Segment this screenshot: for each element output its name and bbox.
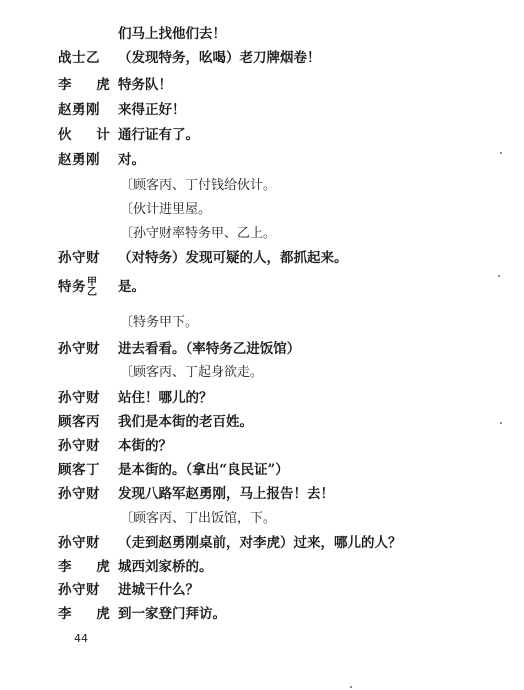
direction-text: 〔特务甲下。 (120, 315, 199, 330)
dialogue-line (0, 246, 524, 270)
dialogue-text: 城西刘家桥的。 (118, 559, 213, 575)
speaker-subscript (87, 278, 98, 298)
dialogue-text: 进城干什么？ (118, 582, 199, 598)
dialogue-text: 特务队！ (118, 77, 172, 93)
speaker-name: 李 虎 (58, 559, 120, 575)
dialogue-text: 站住！哪儿的？ (118, 390, 213, 406)
dialogue-continuation (0, 22, 524, 46)
dialogue-line (0, 337, 524, 361)
dialogue-line (0, 602, 524, 626)
speaker-name: 顾客丙 (58, 414, 100, 430)
dialogue-line (0, 410, 524, 434)
scan-speck (500, 422, 502, 424)
dialogue-line (0, 482, 524, 506)
speaker-name: 李 虎 (58, 606, 120, 622)
direction-text: 〔顾客丙、丁起身欲走。 (120, 365, 264, 380)
dialogue-line (0, 458, 524, 482)
page-number: 44 (74, 632, 88, 645)
dialogue-text: （对特务）发现可疑的人，都抓起来。 (118, 250, 348, 266)
dialogue-line (0, 148, 524, 172)
dialogue-line (0, 386, 524, 410)
speaker-name: 顾客丁 (58, 462, 100, 478)
dialogue-line (0, 531, 524, 555)
dialogue-text: 们马上找他们去！ (118, 26, 226, 42)
direction-text: 〔顾客丙、丁出饭馆，下。 (120, 511, 277, 526)
direction-text: 〔顾客丙、丁付钱给伙计。 (120, 178, 277, 193)
dialogue-text: 到一家登门拜访。 (118, 606, 226, 622)
dialogue-text: 发现八路军赵勇刚，马上报告！去！ (118, 486, 334, 502)
speaker-name: 孙守财 (58, 390, 100, 406)
dialogue-text: 是。 (118, 279, 145, 295)
scan-speck (350, 686, 352, 688)
dialogue-line (0, 123, 524, 147)
stage-direction (0, 361, 524, 385)
stage-direction (0, 311, 524, 335)
speaker-name: 孙守财 (58, 250, 100, 266)
stage-direction (0, 222, 524, 246)
speaker-name: 孙守财 (58, 486, 100, 502)
speaker-name: 赵勇刚 (58, 102, 100, 118)
speaker-sub-top: 甲 (87, 276, 98, 288)
speaker-name: 孙守财 (58, 438, 100, 454)
speaker-name: 李 虎 (58, 77, 120, 93)
speaker-name-base: 特务 (58, 279, 86, 295)
scan-speck (500, 152, 502, 154)
dialogue-line (0, 275, 524, 299)
direction-text: 〔孙守财率特务甲、乙上。 (120, 226, 277, 241)
dialogue-line (0, 73, 524, 97)
dialogue-line (0, 578, 524, 602)
stage-direction (0, 174, 524, 198)
speaker-sub-bottom: 乙 (87, 286, 98, 298)
dialogue-line (0, 555, 524, 579)
speaker-name: 战士乙 (58, 50, 100, 66)
dialogue-text: 进去看看。（率特务乙进饭馆） (118, 341, 301, 357)
dialogue-line (0, 98, 524, 122)
dialogue-text: （发现特务，吆喝）老刀牌烟卷！ (118, 50, 321, 66)
dialogue-line (0, 434, 524, 458)
dialogue-text: 是本街的。（拿出“良民证”） (118, 462, 289, 478)
dialogue-text: 本街的？ (118, 438, 172, 454)
dialogue-text: 对。 (118, 152, 145, 168)
speaker-name: 伙 计 (58, 127, 120, 143)
dialogue-text: 来得正好！ (118, 102, 186, 118)
dialogue-text: （走到赵勇刚桌前，对李虎）过来，哪儿的人？ (118, 535, 402, 551)
stage-direction (0, 198, 524, 222)
speaker-name: 孙守财 (58, 535, 100, 551)
speaker-name (58, 275, 98, 299)
scan-speck (498, 275, 500, 277)
dialogue-line (0, 46, 524, 70)
speaker-name: 孙守财 (58, 341, 100, 357)
speaker-name: 赵勇刚 (58, 152, 100, 168)
dialogue-text: 通行证有了。 (118, 127, 199, 143)
stage-direction (0, 507, 524, 531)
speaker-name: 孙守财 (58, 582, 100, 598)
direction-text: 〔伙计进里屋。 (120, 202, 212, 217)
dialogue-text: 我们是本街的老百姓。 (118, 414, 253, 430)
